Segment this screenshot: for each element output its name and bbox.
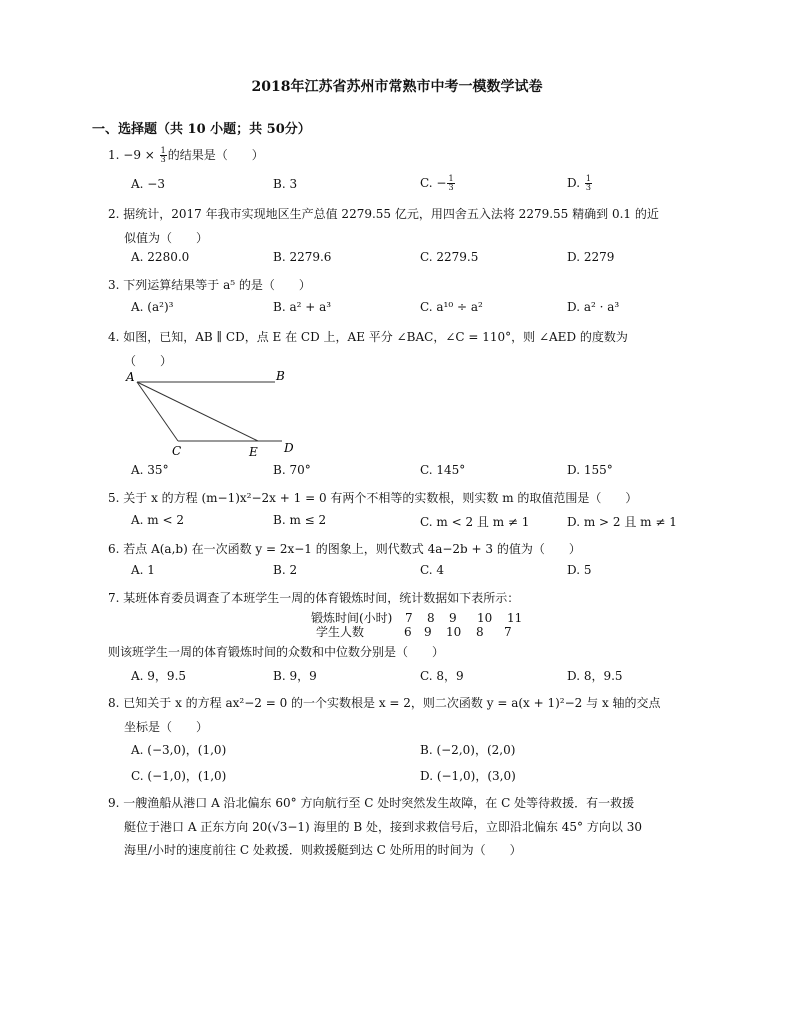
q7-option-d[interactable]: D. 8，9.5 [567, 669, 623, 683]
q1-option-c[interactable]: C. − $\frac{1}{3}$ [420, 174, 454, 192]
q8-option-b[interactable]: B. (−2,0)，(2,0) [420, 743, 516, 757]
label-b: B [276, 369, 285, 383]
q4-option-c[interactable]: C. 145° [420, 463, 466, 477]
q4-option-b[interactable]: B. 70° [273, 463, 311, 477]
q1-option-a[interactable]: A. −3 [131, 177, 165, 191]
q8-option-a[interactable]: A. (−3,0)，(1,0) [131, 743, 227, 757]
q1-fraction: $\frac{1}{3}$ [160, 146, 166, 164]
geometry-figure [120, 364, 310, 460]
table-row1-label: 锻炼时间(小时) [311, 611, 393, 625]
q1-option-d[interactable]: D. $\frac{1}{3}$ [567, 174, 591, 192]
q5-option-d[interactable]: D. m > 2 且 m ≠ 1 [567, 515, 677, 529]
question-6: 6. 若点 A(a,b) 在一次函数 y = 2x−1 的图象上，则代数式 4a−2b + 3 的值为（ ） [108, 542, 581, 556]
question-7-line2: 则该班学生一周的体育锻炼时间的众数和中位数分别是（ ） [108, 645, 445, 659]
label-e: E [249, 445, 258, 459]
question-8: 8. 已知关于 x 的方程 ax²−2 = 0 的一个实数根是 x = 2，则二次函数 y = a(x + 1)²−2 与 x 轴的交点 [108, 696, 661, 710]
q3-option-c[interactable]: C. a¹⁰ ÷ a² [420, 300, 483, 314]
q8-option-d[interactable]: D. (−1,0)，(3,0) [420, 769, 516, 783]
q7-option-a[interactable]: A. 9，9.5 [131, 669, 187, 683]
question-7: 7. 某班体育委员调查了本班学生一周的体育锻炼时间，统计数据如下表所示： [108, 591, 520, 605]
question-8-line2: 坐标是（ ） [124, 720, 209, 734]
question-2: 2. 据统计，2017 年我市实现地区生产总值 2279.55 亿元，用四舍五入法将 2279.55 精确到 0.1 的近 [108, 207, 659, 221]
question-4: 4. 如图，已知，AB ∥ CD，点 E 在 CD 上，AE 平分 ∠BAC，∠C = 110°，则 ∠AED 的度数为 [108, 330, 628, 344]
table-row2-label: 学生人数 [316, 625, 365, 639]
q5-option-c[interactable]: C. m < 2 且 m ≠ 1 [420, 515, 530, 529]
question-1 [108, 146, 264, 164]
q6-option-d[interactable]: D. 5 [567, 563, 592, 577]
question-9: 9. 一艘渔船从港口 A 沿北偏东 60° 方向航行至 C 处时突然发生故障，在 C 处等待救援．有一救援 [108, 796, 635, 810]
question-5: 5. 关于 x 的方程 (m−1)x²−2x + 1 = 0 有两个不相等的实数根，则实数 m 的取值范围是（ ） [108, 491, 638, 505]
page-title: 2018年江苏省苏州市常熟市中考一模数学试卷 [251, 79, 543, 95]
q4-option-a[interactable]: A. 35° [131, 463, 169, 477]
question-9-line2: 艇位于港口 A 正东方向 20(√3−1) 海里的 B 处，接到求救信号后，立即沿北偏东 45° 方向以 30 [124, 820, 642, 834]
q1-prefix: 1. −9 × [108, 148, 159, 162]
segment-ac [137, 382, 178, 441]
q2-option-a[interactable]: A. 2280.0 [131, 250, 190, 264]
question-3: 3. 下列运算结果等于 a⁵ 的是（ ） [108, 278, 311, 292]
segment-ae [137, 382, 258, 441]
q7-option-b[interactable]: B. 9，9 [273, 669, 317, 683]
data-table-row-1: 锻炼时间(小时) 7 8 9 10 11 [311, 611, 523, 625]
q2-option-d[interactable]: D. 2279 [567, 250, 615, 264]
q4-option-d[interactable]: D. 155° [567, 463, 613, 477]
q5-option-a[interactable]: A. m < 2 [131, 513, 184, 527]
q3-option-a[interactable]: A. (a²)³ [131, 300, 174, 314]
q1-option-b[interactable]: B. 3 [273, 177, 298, 191]
question-4-line2: （ ） [124, 354, 173, 368]
q3-option-d[interactable]: D. a² · a³ [567, 300, 620, 314]
q6-option-b[interactable]: B. 2 [273, 563, 298, 577]
q6-option-c[interactable]: C. 4 [420, 563, 445, 577]
q2-option-c[interactable]: C. 2279.5 [420, 250, 479, 264]
q3-option-b[interactable]: B. a² + a³ [273, 300, 332, 314]
section-heading: 一、选择题（共 10 小题；共 50分） [92, 122, 311, 137]
q6-option-a[interactable]: A. 1 [131, 563, 155, 577]
label-a: A [126, 370, 135, 384]
label-c: C [172, 444, 182, 458]
question-2-line2: 似值为（ ） [124, 231, 209, 245]
q1-suffix: 的结果是（ ） [167, 148, 264, 162]
q7-option-c[interactable]: C. 8，9 [420, 669, 464, 683]
label-d: D [284, 441, 294, 455]
data-table-row-2: 学生人数 6 9 10 8 7 [316, 625, 512, 639]
q8-option-c[interactable]: C. (−1,0)，(1,0) [131, 769, 227, 783]
q2-option-b[interactable]: B. 2279.6 [273, 250, 332, 264]
question-9-line3: 海里/小时的速度前往 C 处救援．则救援艇到达 C 处所用的时间为（ ） [124, 843, 522, 857]
q5-option-b[interactable]: B. m ≤ 2 [273, 513, 327, 527]
